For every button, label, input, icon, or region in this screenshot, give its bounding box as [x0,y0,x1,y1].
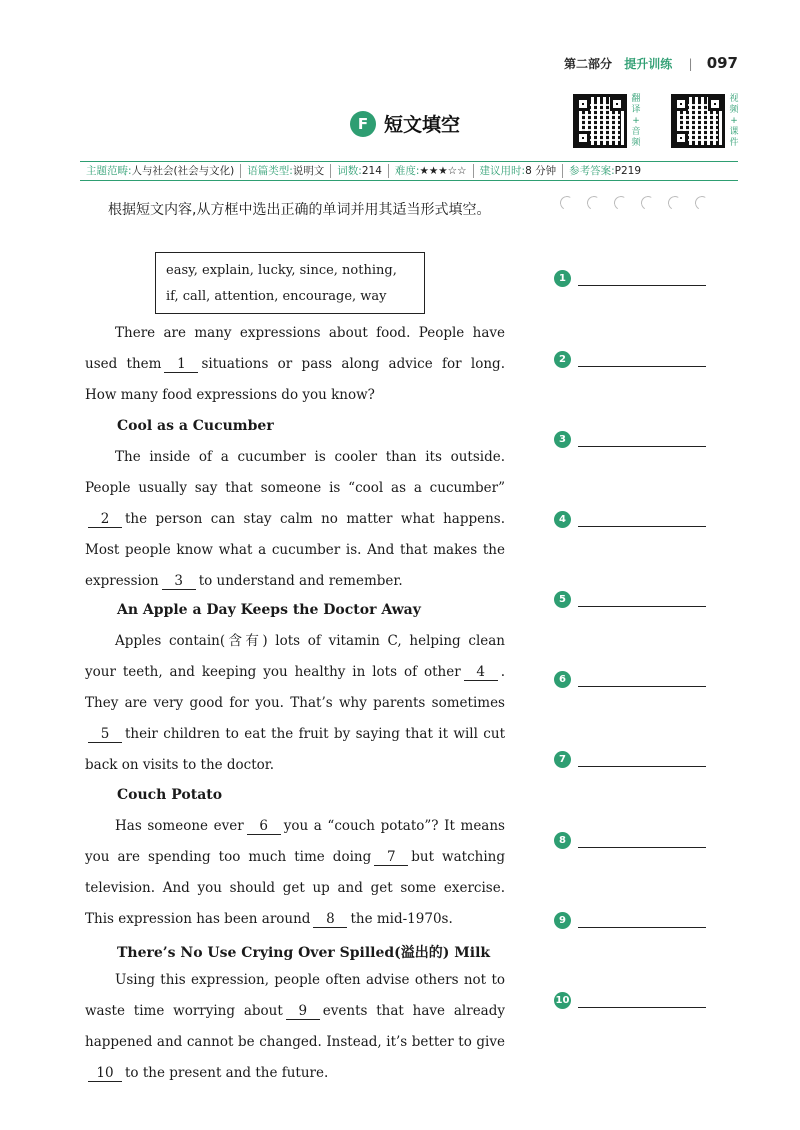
answer-number: 7 [554,751,571,768]
blank-3: 3 [162,573,196,590]
header-separator: | [688,57,693,71]
word-box-line: if, call, attention, encourage, way [166,289,387,304]
answer-number: 3 [554,431,571,448]
word-box [155,252,425,314]
qr-label-translation: 翻 译 + 音 频 [631,94,641,148]
answer-line-1[interactable] [554,270,706,287]
blank-6: 6 [247,818,281,835]
page-number: 097 [706,54,738,72]
blank-2: 2 [88,511,122,528]
answer-line-5[interactable] [554,591,706,608]
answer-number: 10 [554,992,571,1009]
blank-5: 5 [88,726,122,743]
info-difficulty: 难度:★★★☆☆ [389,164,474,178]
answer-line-10[interactable] [554,992,706,1009]
section-badge: F [350,111,376,137]
answer-line-6[interactable] [554,671,706,688]
answer-number: 6 [554,671,571,688]
answer-line-8[interactable] [554,832,706,849]
answer-number: 1 [554,270,571,287]
blank-9: 9 [286,1003,320,1020]
page-header [564,54,738,72]
answer-number: 8 [554,832,571,849]
qr-label-video: 视 频 + 课 件 [729,94,739,148]
training-label: 提升训练 [624,57,673,71]
answer-line-4[interactable] [554,511,706,528]
heading-apple: An Apple a Day Keeps the Doctor Away [117,602,421,618]
blank-4: 4 [464,664,498,681]
answer-number: 9 [554,912,571,929]
info-suggested-time: 建议用时:8 分钟 [474,164,564,178]
info-topic: 主题范畴:人与社会(社会与文化) [80,164,241,178]
qr-code-video[interactable] [671,94,725,148]
heading-couch-potato: Couch Potato [117,787,223,803]
word-box-line: easy, explain, lucky, since, nothing, [166,263,397,278]
answer-number: 2 [554,351,571,368]
info-answer-ref: 参考答案:P219 [569,165,642,177]
instructions: 根据短文内容,从方框中选出正确的单词并用其适当形式填空。 [108,202,491,218]
answer-number: 4 [554,511,571,528]
blank-7: 7 [374,849,408,866]
answer-line-7[interactable] [554,751,706,768]
section-title [350,110,460,137]
part-label: 第二部分 [564,57,613,71]
blank-1: 1 [164,356,198,373]
answer-number: 5 [554,591,571,608]
answer-line-3[interactable] [554,431,706,448]
info-word-count: 词数:214 [331,164,389,178]
blank-10: 10 [88,1065,122,1082]
paragraph-cucumber: The inside of a cucumber is cooler than its outside. People usually say that someone is “cool as a cucumber”2 the person can stay calm no matter what happens. Most people know what a cucumber is. And that makes the expression 3 to understand and remember. [85,449,505,589]
answer-line-2[interactable] [554,351,706,368]
paragraph-apple: Apples contain(含有) lots of vitamin C, helping clean your teeth, and keeping you healthy in lots of other 4 . They are very good for you. That’s why parents sometimes5 their children to eat the fruit by saying that it will cut back on visits to the doctor. [85,633,505,773]
info-genre: 语篇类型:说明文 [241,164,331,178]
heading-cool-cucumber: Cool as a Cucumber [117,418,274,434]
answer-line-9[interactable] [554,912,706,929]
blank-8: 8 [313,911,347,928]
paragraph-couch-potato: Has someone ever 6 you a “couch potato”? It means you are spending too much time doing 7 but watching television. And you should get up and get some exercise. This expression has been around 8 the mid-1970s. [85,818,505,927]
decorative-arcs [560,196,709,210]
passage-intro: There are many expressions about food. People have used them 1 situations or pass along advice for long. How many food expressions do you know? [85,325,505,403]
page-title: 短文填空 [384,114,461,136]
paragraph-spilled-milk: Using this expression, people often advise others not to waste time worrying about 9 events that have already happened and cannot be changed. Instead, it’s better to give10 to the present and the future. [85,972,505,1081]
heading-spilled-milk: There’s No Use Crying Over Spilled(溢出的) Milk [117,945,491,961]
qr-code-translation[interactable] [573,94,627,148]
info-bar [80,161,738,181]
